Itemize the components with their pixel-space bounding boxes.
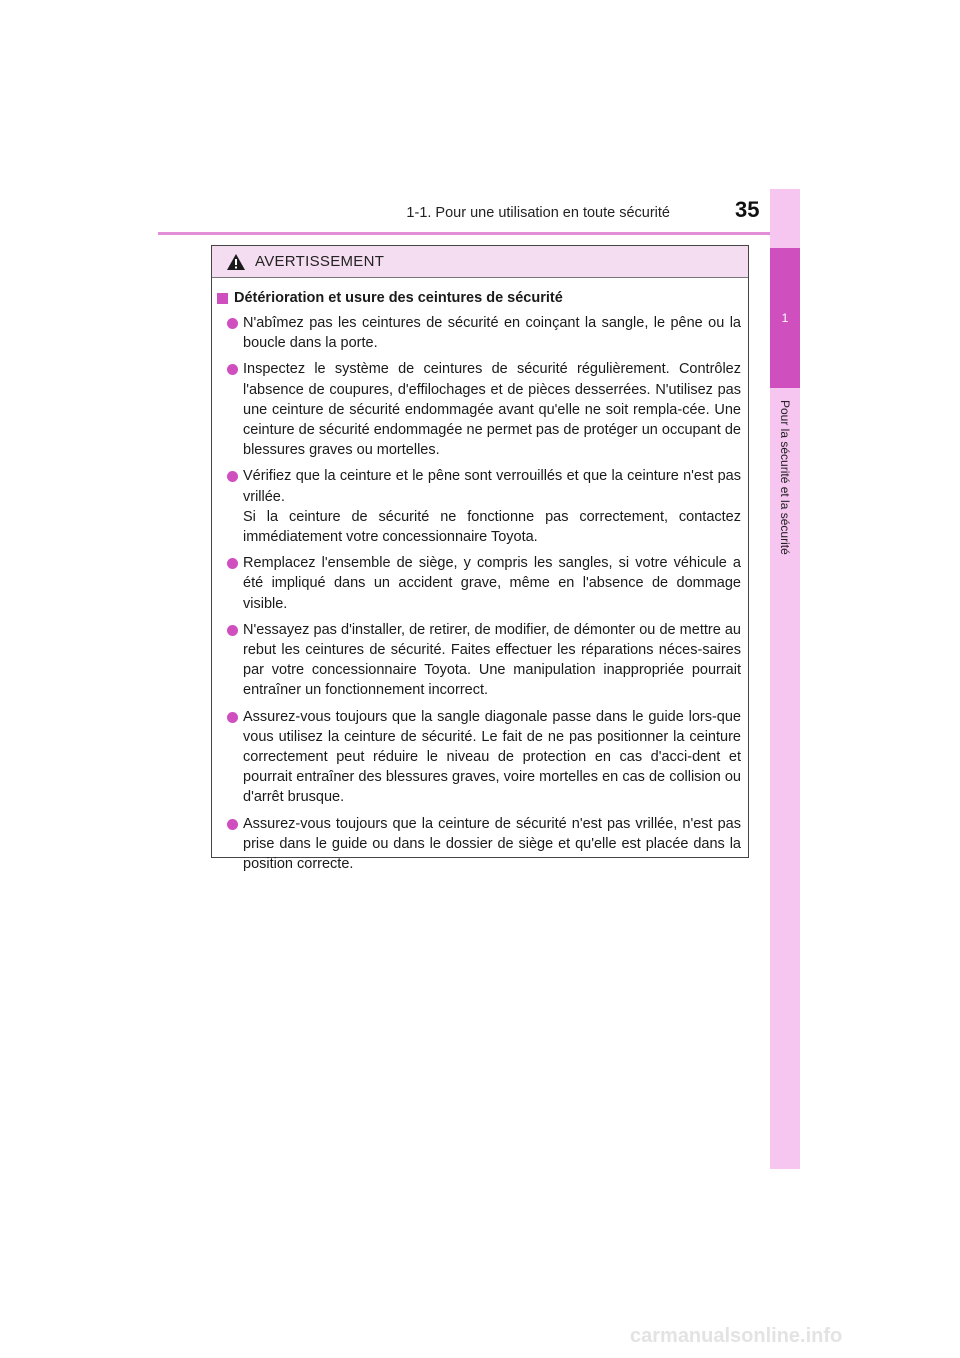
chapter-number-tab [770, 248, 800, 388]
running-header-title: 1-1. Pour une utilisation en toute sécurité [406, 205, 670, 221]
section-heading [217, 290, 741, 306]
chapter-title-vertical: Pour la sécurité et la sécurité [778, 400, 792, 555]
warning-header [212, 246, 748, 278]
warning-bullet-item [217, 707, 741, 808]
warning-triangle-icon [226, 253, 246, 271]
bullet-dot-icon [227, 625, 238, 636]
header-divider [158, 232, 800, 235]
warning-bullet-item [217, 466, 741, 547]
bullet-dot-icon [227, 364, 238, 375]
bullet-dot-icon [227, 318, 238, 329]
bullet-text: N'essayez pas d'installer, de retirer, de modifier, de démonter ou de mettre au rebut les ceintures de sécurité. Faites effectuer les réparations néces-saires par votre concessionnaire Toyota. Une manipulation inappropriée pourrait entraîner un fonctionnement incorrect. [243, 621, 741, 699]
bullet-dot-icon [227, 471, 238, 482]
bullet-dot-icon [227, 819, 238, 830]
warning-title: AVERTISSEMENT [255, 253, 385, 270]
warning-bullet-item [217, 814, 741, 875]
section-heading-text: Détérioration et usure des ceintures de sécurité [234, 290, 563, 306]
bullet-text: Assurez-vous toujours que la ceinture de sécurité n'est pas vrillée, n'est pas prise dans le guide ou dans le dossier de siège et qu'elle est placée dans la position correcte. [243, 815, 741, 873]
page-number: 35 [735, 197, 760, 222]
bullet-text: Vérifiez que la ceinture et le pêne sont verrouillés et que la ceinture n'est pas vrillée. Si la ceinture de sécurité ne fonctionne pas correctement, contactez immédiatement votre concessionnaire Toyota. [243, 468, 741, 546]
section-square-icon [217, 293, 228, 304]
warning-bullet-item [217, 620, 741, 701]
chapter-number: 1 [781, 311, 789, 325]
warning-body [212, 278, 748, 874]
warning-bullet-item [217, 313, 741, 353]
watermark: carmanualsonline.info [630, 1325, 843, 1347]
bullet-list [217, 313, 741, 874]
bullet-text: Assurez-vous toujours que la sangle diagonale passe dans le guide lors-que vous utilisez la ceinture de sécurité. Le fait de ne pas positionner la ceinture correctement peut réduire le niveau de protection en cas d'acci-dent et pourrait entraîner des blessures graves, voire mortelles en cas de collision ou d'arrêt brusque. [243, 708, 741, 806]
warning-bullet-item [217, 553, 741, 614]
bullet-text: N'abîmez pas les ceintures de sécurité en coinçant la sangle, le pêne ou la boucle dans la porte. [243, 315, 741, 352]
bullet-dot-icon [227, 558, 238, 569]
warning-bullet-item [217, 359, 741, 460]
bullet-dot-icon [227, 712, 238, 723]
bullet-text: Inspectez le système de ceintures de sécurité régulièrement. Contrôlez l'absence de coupures, d'effilochages et de pièces desserrées. N'utilisez pas une ceinture de sécurité endommagée avant qu'elle ne soit rempla-cée. Une ceinture de sécurité endommagée ne permet pas de protéger un occupant de blessures graves ou mortelles. [243, 361, 741, 459]
bullet-text: Remplacez l'ensemble de siège, y compris les sangles, si votre véhicule a été impliqué dans un accident grave, même en l'absence de dommage visible. [243, 555, 741, 612]
warning-box [211, 245, 749, 873]
